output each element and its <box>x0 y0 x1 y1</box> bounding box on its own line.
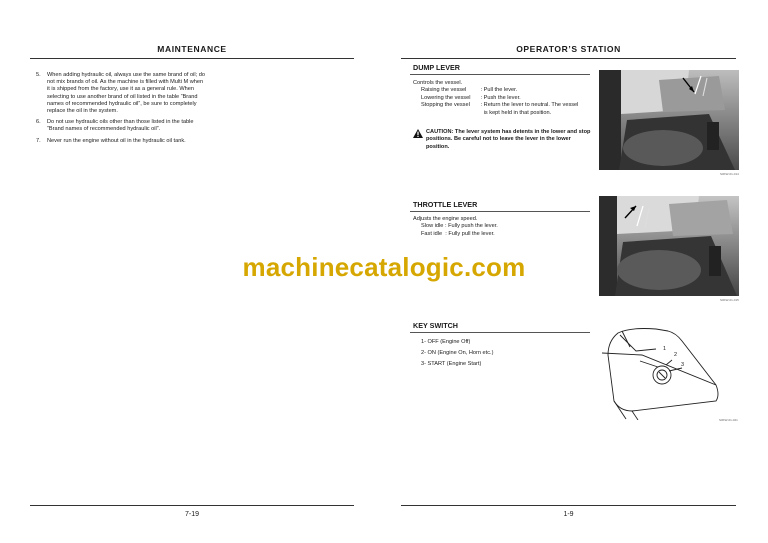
row-value: Push the lever. <box>483 94 521 101</box>
list-item-number: 7. <box>36 137 41 144</box>
dump-lever-figure-id: S0KW-01-014 <box>720 172 739 176</box>
list-item-number: 5. <box>36 72 41 78</box>
warning-triangle-icon <box>413 129 423 138</box>
key-switch-heading: KEY SWITCH <box>413 321 458 330</box>
list-item: 3- START (Engine Start) <box>421 360 482 367</box>
caution-note <box>413 129 593 151</box>
dump-lever-row <box>413 87 598 94</box>
dump-lever-row <box>413 95 598 102</box>
throttle-lever-row <box>413 223 598 230</box>
list-item <box>36 72 206 115</box>
row-label: Fast idle <box>421 230 443 237</box>
caution-text: CAUTION: The lever system has detents in the lower and stop positions. Be careful not to leave the lever in the lower position. <box>426 129 591 150</box>
row-value: Fully push the lever. <box>448 223 498 230</box>
left-page-header: MAINTENANCE <box>157 44 227 54</box>
list-item: 1- OFF (Engine Off) <box>421 339 471 345</box>
dump-lever-body <box>413 80 598 117</box>
list-item-text: When adding hydraulic oil, always use the same brand of oil; do not mix brands of oil. As the machine is filled with Multi M when it is shipped from the factory, use it as a general rule. When selecting to use another brand of oil listed in the table “Brand names of recommended hydraulic oil”, be sure to completely replace the oil in the system. <box>47 72 205 115</box>
list-item <box>36 138 206 145</box>
left-footer-rule <box>30 505 354 506</box>
list-item <box>36 119 206 133</box>
row-separator: : <box>479 102 484 109</box>
row-label: Slow idle <box>421 223 444 230</box>
list-item-number: 6. <box>36 119 41 126</box>
key-switch-diagram <box>596 325 741 420</box>
list-item-text: Never run the engine without oil in the hydraulic oil tank. <box>47 137 186 144</box>
row-label: Stopping the vessel <box>421 102 470 109</box>
maintenance-notes-list <box>36 72 206 149</box>
dump-lever-photo <box>599 70 739 170</box>
right-footer-rule <box>401 505 736 506</box>
row-value: Pull the lever. <box>483 87 518 94</box>
right-page-header: OPERATOR’S STATION <box>516 44 621 54</box>
dump-lever-rule <box>410 74 590 75</box>
key-switch-list <box>421 339 581 368</box>
row-label: Lowering the vessel <box>421 94 471 101</box>
throttle-lever-body <box>413 216 598 238</box>
row-value: Return the lever to neutral. The vessel is kept held in that position. <box>483 102 579 116</box>
left-header-rule <box>30 58 354 59</box>
watermark-text: machinecatalogic.com <box>242 252 526 282</box>
throttle-lever-figure-id: S0KW-01-015 <box>720 298 739 302</box>
key-switch-figure-id: S0KW-01-021 <box>719 418 738 422</box>
dump-lever-intro: Controls the vessel. <box>413 80 463 86</box>
throttle-lever-intro: Adjusts the engine speed. <box>413 216 478 222</box>
dump-lever-row <box>413 102 598 117</box>
right-page-number: 1-9 <box>563 511 574 518</box>
key-position-callout: 3 <box>681 362 685 368</box>
right-header-rule <box>401 58 736 59</box>
throttle-lever-heading: THROTTLE LEVER <box>413 200 478 209</box>
row-separator: : <box>443 223 449 230</box>
row-label: Raising the vessel <box>421 87 467 94</box>
left-page-number: 7-19 <box>184 511 199 518</box>
throttle-lever-row <box>413 231 598 238</box>
dump-lever-heading: DUMP LEVER <box>413 63 460 72</box>
list-item-text: Do not use hydraulic oils other than those listed in the table “Brand names of recommended hydraulic oil”. <box>47 119 194 133</box>
list-item: 2- ON (Engine On, Horn etc.) <box>421 349 494 356</box>
row-separator: : <box>442 230 449 237</box>
key-switch-rule <box>410 332 590 333</box>
row-value: Fully pull the lever. <box>448 230 495 237</box>
key-position-callout: 1 <box>663 346 667 352</box>
row-separator: : <box>479 87 484 94</box>
key-position-callout: 2 <box>674 352 678 358</box>
throttle-lever-rule <box>410 211 590 212</box>
row-separator: : <box>479 94 484 101</box>
